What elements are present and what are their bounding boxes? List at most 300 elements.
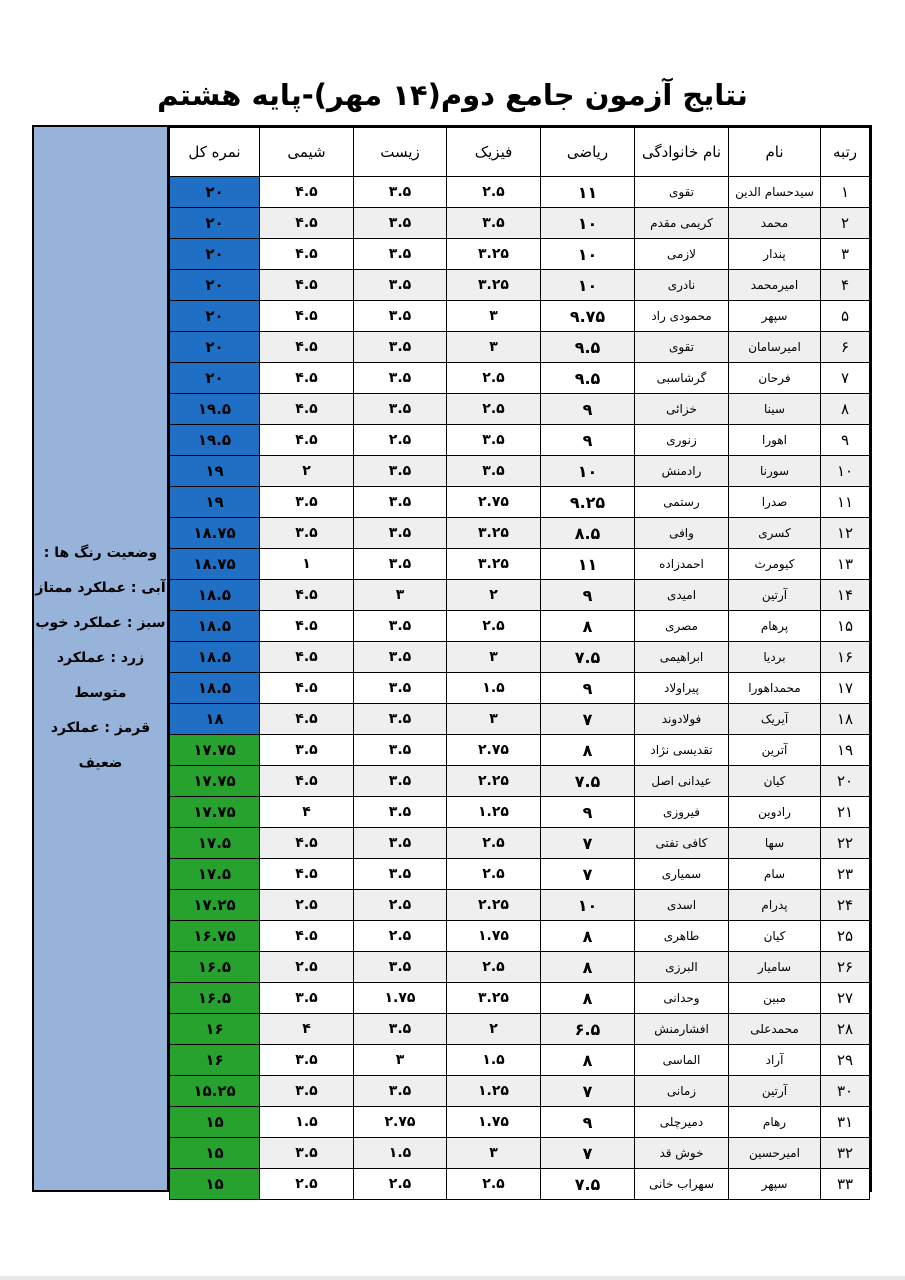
physics-score-cell: ۲.۲۵ bbox=[447, 890, 541, 921]
last-name-cell: رادمنش bbox=[635, 456, 729, 487]
biology-score-cell: ۳.۵ bbox=[354, 859, 447, 890]
math-score-cell: ۷.۵ bbox=[541, 642, 635, 673]
physics-score-cell: ۳.۲۵ bbox=[447, 983, 541, 1014]
chemistry-score-cell: ۴.۵ bbox=[260, 611, 354, 642]
chemistry-score-cell: ۴.۵ bbox=[260, 208, 354, 239]
header-first-name: نام bbox=[729, 128, 821, 177]
math-score-cell: ۷.۵ bbox=[541, 766, 635, 797]
last-name-cell: احمدزاده bbox=[635, 549, 729, 580]
math-score-cell: ۸ bbox=[541, 735, 635, 766]
biology-score-cell: ۲.۵ bbox=[354, 1169, 447, 1200]
total-score-cell: ۱۵ bbox=[170, 1169, 260, 1200]
physics-score-cell: ۲.۵ bbox=[447, 859, 541, 890]
rank-cell: ۳ bbox=[821, 239, 870, 270]
biology-score-cell: ۳.۵ bbox=[354, 952, 447, 983]
first-name-cell: آرتین bbox=[729, 580, 821, 611]
physics-score-cell: ۲.۵ bbox=[447, 828, 541, 859]
physics-score-cell: ۱.۵ bbox=[447, 1045, 541, 1076]
header-row bbox=[170, 128, 870, 177]
biology-score-cell: ۲.۵ bbox=[354, 921, 447, 952]
first-name-cell: پرهام bbox=[729, 611, 821, 642]
biology-score-cell: ۳.۵ bbox=[354, 766, 447, 797]
math-score-cell: ۸ bbox=[541, 1045, 635, 1076]
total-score-cell: ۲۰ bbox=[170, 239, 260, 270]
physics-score-cell: ۳.۲۵ bbox=[447, 270, 541, 301]
table-row bbox=[170, 1045, 870, 1076]
physics-score-cell: ۱.۷۵ bbox=[447, 1107, 541, 1138]
last-name-cell: فیروزی bbox=[635, 797, 729, 828]
chemistry-score-cell: ۳.۵ bbox=[260, 487, 354, 518]
biology-score-cell: ۳.۵ bbox=[354, 332, 447, 363]
biology-score-cell: ۱.۷۵ bbox=[354, 983, 447, 1014]
table-row bbox=[170, 239, 870, 270]
last-name-cell: فولادوند bbox=[635, 704, 729, 735]
last-name-cell: تقدیسی نژاد bbox=[635, 735, 729, 766]
total-score-cell: ۱۷.۲۵ bbox=[170, 890, 260, 921]
physics-score-cell: ۱.۵ bbox=[447, 673, 541, 704]
total-score-cell: ۱۹ bbox=[170, 456, 260, 487]
biology-score-cell: ۳.۵ bbox=[354, 270, 447, 301]
physics-score-cell: ۳.۲۵ bbox=[447, 518, 541, 549]
first-name-cell: محمد bbox=[729, 208, 821, 239]
rank-cell: ۲۰ bbox=[821, 766, 870, 797]
biology-score-cell: ۳.۵ bbox=[354, 363, 447, 394]
chemistry-score-cell: ۴.۵ bbox=[260, 766, 354, 797]
math-score-cell: ۷ bbox=[541, 828, 635, 859]
physics-score-cell: ۱.۷۵ bbox=[447, 921, 541, 952]
header-rank: رتبه bbox=[821, 128, 870, 177]
math-score-cell: ۹ bbox=[541, 394, 635, 425]
total-score-cell: ۲۰ bbox=[170, 270, 260, 301]
physics-score-cell: ۲.۲۵ bbox=[447, 766, 541, 797]
last-name-cell: زنوری bbox=[635, 425, 729, 456]
math-score-cell: ۸ bbox=[541, 611, 635, 642]
math-score-cell: ۱۰ bbox=[541, 208, 635, 239]
math-score-cell: ۷ bbox=[541, 1138, 635, 1169]
first-name-cell: امیرمحمد bbox=[729, 270, 821, 301]
biology-score-cell: ۳.۵ bbox=[354, 301, 447, 332]
physics-score-cell: ۲ bbox=[447, 580, 541, 611]
physics-score-cell: ۲.۵ bbox=[447, 363, 541, 394]
last-name-cell: خزائی bbox=[635, 394, 729, 425]
table-row bbox=[170, 797, 870, 828]
math-score-cell: ۱۰ bbox=[541, 890, 635, 921]
first-name-cell: سها bbox=[729, 828, 821, 859]
biology-score-cell: ۳.۵ bbox=[354, 549, 447, 580]
biology-score-cell: ۳.۵ bbox=[354, 735, 447, 766]
rank-cell: ۲۹ bbox=[821, 1045, 870, 1076]
last-name-cell: زمانی bbox=[635, 1076, 729, 1107]
chemistry-score-cell: ۳.۵ bbox=[260, 1076, 354, 1107]
table-row bbox=[170, 1076, 870, 1107]
last-name-cell: البرزی bbox=[635, 952, 729, 983]
first-name-cell: آیریک bbox=[729, 704, 821, 735]
biology-score-cell: ۲.۷۵ bbox=[354, 1107, 447, 1138]
first-name-cell: پدرام bbox=[729, 890, 821, 921]
chemistry-score-cell: ۴.۵ bbox=[260, 704, 354, 735]
math-score-cell: ۷.۵ bbox=[541, 1169, 635, 1200]
total-score-cell: ۱۷.۵ bbox=[170, 828, 260, 859]
rank-cell: ۲۲ bbox=[821, 828, 870, 859]
total-score-cell: ۱۸.۷۵ bbox=[170, 549, 260, 580]
first-name-cell: مبین bbox=[729, 983, 821, 1014]
table-row bbox=[170, 518, 870, 549]
rank-cell: ۱۷ bbox=[821, 673, 870, 704]
first-name-cell: امیرحسین bbox=[729, 1138, 821, 1169]
total-score-cell: ۱۶.۵ bbox=[170, 983, 260, 1014]
legend-yellow-cont: متوسط bbox=[74, 685, 127, 701]
rank-cell: ۲ bbox=[821, 208, 870, 239]
rank-cell: ۱۵ bbox=[821, 611, 870, 642]
table-row bbox=[170, 859, 870, 890]
rank-cell: ۵ bbox=[821, 301, 870, 332]
rank-cell: ۱۸ bbox=[821, 704, 870, 735]
table-row bbox=[170, 363, 870, 394]
math-score-cell: ۸.۵ bbox=[541, 518, 635, 549]
physics-score-cell: ۳ bbox=[447, 642, 541, 673]
first-name-cell: سامیار bbox=[729, 952, 821, 983]
physics-score-cell: ۲ bbox=[447, 1014, 541, 1045]
total-score-cell: ۱۸.۵ bbox=[170, 611, 260, 642]
math-score-cell: ۹.۲۵ bbox=[541, 487, 635, 518]
rank-cell: ۲۱ bbox=[821, 797, 870, 828]
chemistry-score-cell: ۴ bbox=[260, 1014, 354, 1045]
header-chemistry: شیمی bbox=[260, 128, 354, 177]
physics-score-cell: ۱.۲۵ bbox=[447, 1076, 541, 1107]
last-name-cell: نادری bbox=[635, 270, 729, 301]
math-score-cell: ۹ bbox=[541, 425, 635, 456]
physics-score-cell: ۳ bbox=[447, 332, 541, 363]
total-score-cell: ۱۸.۵ bbox=[170, 673, 260, 704]
table-row bbox=[170, 332, 870, 363]
last-name-cell: طاهری bbox=[635, 921, 729, 952]
rank-cell: ۳۱ bbox=[821, 1107, 870, 1138]
rank-cell: ۱۶ bbox=[821, 642, 870, 673]
physics-score-cell: ۲.۵ bbox=[447, 611, 541, 642]
table-row bbox=[170, 642, 870, 673]
first-name-cell: فرحان bbox=[729, 363, 821, 394]
results-table bbox=[169, 127, 870, 1200]
math-score-cell: ۱۰ bbox=[541, 239, 635, 270]
table-row bbox=[170, 735, 870, 766]
chemistry-score-cell: ۴.۵ bbox=[260, 642, 354, 673]
first-name-cell: بردیا bbox=[729, 642, 821, 673]
biology-score-cell: ۳ bbox=[354, 1045, 447, 1076]
legend-red-cont: ضعیف bbox=[78, 755, 123, 771]
math-score-cell: ۹.۵ bbox=[541, 332, 635, 363]
total-score-cell: ۱۶.۵ bbox=[170, 952, 260, 983]
chemistry-score-cell: ۱.۵ bbox=[260, 1107, 354, 1138]
table-row bbox=[170, 952, 870, 983]
math-score-cell: ۷ bbox=[541, 704, 635, 735]
color-legend-panel bbox=[34, 127, 169, 1190]
rank-cell: ۳۲ bbox=[821, 1138, 870, 1169]
chemistry-score-cell: ۴.۵ bbox=[260, 239, 354, 270]
rank-cell: ۳۳ bbox=[821, 1169, 870, 1200]
last-name-cell: محمودی راد bbox=[635, 301, 729, 332]
last-name-cell: عیدانی اصل bbox=[635, 766, 729, 797]
first-name-cell: آترین bbox=[729, 735, 821, 766]
math-score-cell: ۹ bbox=[541, 797, 635, 828]
legend-heading: وضعیت رنگ ها : bbox=[43, 545, 158, 561]
header-biology: زیست bbox=[354, 128, 447, 177]
table-row bbox=[170, 425, 870, 456]
rank-cell: ۲۵ bbox=[821, 921, 870, 952]
chemistry-score-cell: ۳.۵ bbox=[260, 983, 354, 1014]
header-physics: فیزیک bbox=[447, 128, 541, 177]
last-name-cell: تقوی bbox=[635, 177, 729, 208]
first-name-cell: آراد bbox=[729, 1045, 821, 1076]
first-name-cell: امیرسامان bbox=[729, 332, 821, 363]
rank-cell: ۱۰ bbox=[821, 456, 870, 487]
chemistry-score-cell: ۴ bbox=[260, 797, 354, 828]
total-score-cell: ۱۶ bbox=[170, 1014, 260, 1045]
total-score-cell: ۱۶ bbox=[170, 1045, 260, 1076]
last-name-cell: اسدی bbox=[635, 890, 729, 921]
last-name-cell: کافی تفتی bbox=[635, 828, 729, 859]
chemistry-score-cell: ۱ bbox=[260, 549, 354, 580]
math-score-cell: ۹ bbox=[541, 673, 635, 704]
total-score-cell: ۱۸.۵ bbox=[170, 580, 260, 611]
table-row bbox=[170, 611, 870, 642]
math-score-cell: ۱۰ bbox=[541, 270, 635, 301]
first-name-cell: سپهر bbox=[729, 1169, 821, 1200]
first-name-cell: سیدحسام الدین bbox=[729, 177, 821, 208]
rank-cell: ۱۲ bbox=[821, 518, 870, 549]
first-name-cell: اهورا bbox=[729, 425, 821, 456]
last-name-cell: وافی bbox=[635, 518, 729, 549]
math-score-cell: ۸ bbox=[541, 921, 635, 952]
last-name-cell: خوش قد bbox=[635, 1138, 729, 1169]
first-name-cell: سام bbox=[729, 859, 821, 890]
physics-score-cell: ۲.۵ bbox=[447, 1169, 541, 1200]
table-row bbox=[170, 487, 870, 518]
table-row bbox=[170, 270, 870, 301]
chemistry-score-cell: ۲.۵ bbox=[260, 1169, 354, 1200]
biology-score-cell: ۳.۵ bbox=[354, 704, 447, 735]
biology-score-cell: ۳.۵ bbox=[354, 239, 447, 270]
total-score-cell: ۱۵ bbox=[170, 1138, 260, 1169]
chemistry-score-cell: ۴.۵ bbox=[260, 673, 354, 704]
physics-score-cell: ۲.۵ bbox=[447, 177, 541, 208]
physics-score-cell: ۳.۲۵ bbox=[447, 239, 541, 270]
table-row bbox=[170, 1107, 870, 1138]
table-row bbox=[170, 983, 870, 1014]
chemistry-score-cell: ۳.۵ bbox=[260, 1045, 354, 1076]
last-name-cell: افشارمنش bbox=[635, 1014, 729, 1045]
math-score-cell: ۹.۵ bbox=[541, 363, 635, 394]
first-name-cell: سپهر bbox=[729, 301, 821, 332]
physics-score-cell: ۳.۲۵ bbox=[447, 549, 541, 580]
math-score-cell: ۹ bbox=[541, 1107, 635, 1138]
first-name-cell: کیومرث bbox=[729, 549, 821, 580]
total-score-cell: ۱۸.۷۵ bbox=[170, 518, 260, 549]
first-name-cell: محمدعلی bbox=[729, 1014, 821, 1045]
first-name-cell: صدرا bbox=[729, 487, 821, 518]
biology-score-cell: ۳.۵ bbox=[354, 518, 447, 549]
table-row bbox=[170, 766, 870, 797]
biology-score-cell: ۲.۵ bbox=[354, 890, 447, 921]
physics-score-cell: ۲.۵ bbox=[447, 394, 541, 425]
biology-score-cell: ۳.۵ bbox=[354, 487, 447, 518]
first-name-cell: کیان bbox=[729, 766, 821, 797]
math-score-cell: ۸ bbox=[541, 983, 635, 1014]
physics-score-cell: ۳ bbox=[447, 301, 541, 332]
physics-score-cell: ۳ bbox=[447, 704, 541, 735]
total-score-cell: ۲۰ bbox=[170, 332, 260, 363]
physics-score-cell: ۳.۵ bbox=[447, 456, 541, 487]
legend-blue: آبی : عملکرد ممتاز bbox=[35, 580, 166, 596]
table-row bbox=[170, 208, 870, 239]
last-name-cell: وحدانی bbox=[635, 983, 729, 1014]
table-row bbox=[170, 394, 870, 425]
math-score-cell: ۸ bbox=[541, 952, 635, 983]
biology-score-cell: ۳.۵ bbox=[354, 394, 447, 425]
biology-score-cell: ۳ bbox=[354, 580, 447, 611]
table-row bbox=[170, 1169, 870, 1200]
table-row bbox=[170, 673, 870, 704]
legend-yellow: زرد : عملکرد bbox=[56, 650, 145, 666]
total-score-cell: ۱۶.۷۵ bbox=[170, 921, 260, 952]
chemistry-score-cell: ۳.۵ bbox=[260, 1138, 354, 1169]
math-score-cell: ۹.۷۵ bbox=[541, 301, 635, 332]
rank-cell: ۲۷ bbox=[821, 983, 870, 1014]
page-title: نتایج آزمون جامع دوم(۱۴ مهر)-پایه هشتم bbox=[157, 78, 748, 112]
chemistry-score-cell: ۲ bbox=[260, 456, 354, 487]
physics-score-cell: ۲.۵ bbox=[447, 952, 541, 983]
biology-score-cell: ۳.۵ bbox=[354, 456, 447, 487]
total-score-cell: ۱۷.۷۵ bbox=[170, 735, 260, 766]
biology-score-cell: ۳.۵ bbox=[354, 642, 447, 673]
rank-cell: ۲۸ bbox=[821, 1014, 870, 1045]
chemistry-score-cell: ۴.۵ bbox=[260, 332, 354, 363]
chemistry-score-cell: ۴.۵ bbox=[260, 828, 354, 859]
first-name-cell: سینا bbox=[729, 394, 821, 425]
results-container bbox=[32, 125, 872, 1192]
physics-score-cell: ۳.۵ bbox=[447, 425, 541, 456]
biology-score-cell: ۲.۵ bbox=[354, 425, 447, 456]
physics-score-cell: ۳.۵ bbox=[447, 208, 541, 239]
last-name-cell: مصری bbox=[635, 611, 729, 642]
last-name-cell: گرشاسبی bbox=[635, 363, 729, 394]
rank-cell: ۱۳ bbox=[821, 549, 870, 580]
first-name-cell: کیان bbox=[729, 921, 821, 952]
total-score-cell: ۱۸ bbox=[170, 704, 260, 735]
last-name-cell: الماسی bbox=[635, 1045, 729, 1076]
math-score-cell: ۱۱ bbox=[541, 177, 635, 208]
first-name-cell: آرتین bbox=[729, 1076, 821, 1107]
first-name-cell: پندار bbox=[729, 239, 821, 270]
physics-score-cell: ۲.۷۵ bbox=[447, 735, 541, 766]
chemistry-score-cell: ۲.۵ bbox=[260, 952, 354, 983]
table-row bbox=[170, 704, 870, 735]
total-score-cell: ۲۰ bbox=[170, 301, 260, 332]
biology-score-cell: ۳.۵ bbox=[354, 1076, 447, 1107]
physics-score-cell: ۲.۷۵ bbox=[447, 487, 541, 518]
table-row bbox=[170, 1138, 870, 1169]
physics-score-cell: ۱.۲۵ bbox=[447, 797, 541, 828]
rank-cell: ۴ bbox=[821, 270, 870, 301]
math-score-cell: ۶.۵ bbox=[541, 1014, 635, 1045]
total-score-cell: ۱۵.۲۵ bbox=[170, 1076, 260, 1107]
table-row bbox=[170, 1014, 870, 1045]
chemistry-score-cell: ۲.۵ bbox=[260, 890, 354, 921]
chemistry-score-cell: ۴.۵ bbox=[260, 394, 354, 425]
total-score-cell: ۱۹ bbox=[170, 487, 260, 518]
last-name-cell: پیراولاد bbox=[635, 673, 729, 704]
chemistry-score-cell: ۴.۵ bbox=[260, 580, 354, 611]
rank-cell: ۳۰ bbox=[821, 1076, 870, 1107]
table-row bbox=[170, 177, 870, 208]
math-score-cell: ۱۰ bbox=[541, 456, 635, 487]
rank-cell: ۹ bbox=[821, 425, 870, 456]
table-row bbox=[170, 301, 870, 332]
last-name-cell: کریمی مقدم bbox=[635, 208, 729, 239]
total-score-cell: ۲۰ bbox=[170, 177, 260, 208]
rank-cell: ۲۴ bbox=[821, 890, 870, 921]
total-score-cell: ۱۸.۵ bbox=[170, 642, 260, 673]
last-name-cell: امیدی bbox=[635, 580, 729, 611]
total-score-cell: ۱۹.۵ bbox=[170, 425, 260, 456]
total-score-cell: ۲۰ bbox=[170, 208, 260, 239]
biology-score-cell: ۳.۵ bbox=[354, 673, 447, 704]
table-row bbox=[170, 549, 870, 580]
biology-score-cell: ۳.۵ bbox=[354, 177, 447, 208]
rank-cell: ۸ bbox=[821, 394, 870, 425]
header-math: ریاضی bbox=[541, 128, 635, 177]
math-score-cell: ۷ bbox=[541, 1076, 635, 1107]
first-name-cell: کسری bbox=[729, 518, 821, 549]
header-total: نمره کل bbox=[170, 128, 260, 177]
rank-cell: ۱۹ bbox=[821, 735, 870, 766]
total-score-cell: ۲۰ bbox=[170, 363, 260, 394]
last-name-cell: ابراهیمی bbox=[635, 642, 729, 673]
biology-score-cell: ۳.۵ bbox=[354, 828, 447, 859]
chemistry-score-cell: ۳.۵ bbox=[260, 735, 354, 766]
physics-score-cell: ۳ bbox=[447, 1138, 541, 1169]
table-row bbox=[170, 456, 870, 487]
biology-score-cell: ۳.۵ bbox=[354, 797, 447, 828]
total-score-cell: ۱۷.۵ bbox=[170, 859, 260, 890]
total-score-cell: ۱۵ bbox=[170, 1107, 260, 1138]
chemistry-score-cell: ۴.۵ bbox=[260, 425, 354, 456]
rank-cell: ۱۱ bbox=[821, 487, 870, 518]
last-name-cell: سمیاری bbox=[635, 859, 729, 890]
math-score-cell: ۹ bbox=[541, 580, 635, 611]
rank-cell: ۶ bbox=[821, 332, 870, 363]
legend-red: قرمز : عملکرد bbox=[50, 720, 151, 736]
first-name-cell: سورنا bbox=[729, 456, 821, 487]
biology-score-cell: ۳.۵ bbox=[354, 611, 447, 642]
biology-score-cell: ۳.۵ bbox=[354, 1014, 447, 1045]
last-name-cell: لازمی bbox=[635, 239, 729, 270]
table-row bbox=[170, 580, 870, 611]
rank-cell: ۱ bbox=[821, 177, 870, 208]
chemistry-score-cell: ۴.۵ bbox=[260, 859, 354, 890]
table-row bbox=[170, 921, 870, 952]
first-name-cell: محمداهورا bbox=[729, 673, 821, 704]
chemistry-score-cell: ۴.۵ bbox=[260, 177, 354, 208]
last-name-cell: تقوی bbox=[635, 332, 729, 363]
biology-score-cell: ۱.۵ bbox=[354, 1138, 447, 1169]
first-name-cell: رادوین bbox=[729, 797, 821, 828]
chemistry-score-cell: ۴.۵ bbox=[260, 363, 354, 394]
total-score-cell: ۱۹.۵ bbox=[170, 394, 260, 425]
legend-green: سبز : عملکرد خوب bbox=[35, 615, 166, 631]
page-bottom-edge bbox=[0, 1276, 905, 1280]
chemistry-score-cell: ۳.۵ bbox=[260, 518, 354, 549]
chemistry-score-cell: ۴.۵ bbox=[260, 270, 354, 301]
